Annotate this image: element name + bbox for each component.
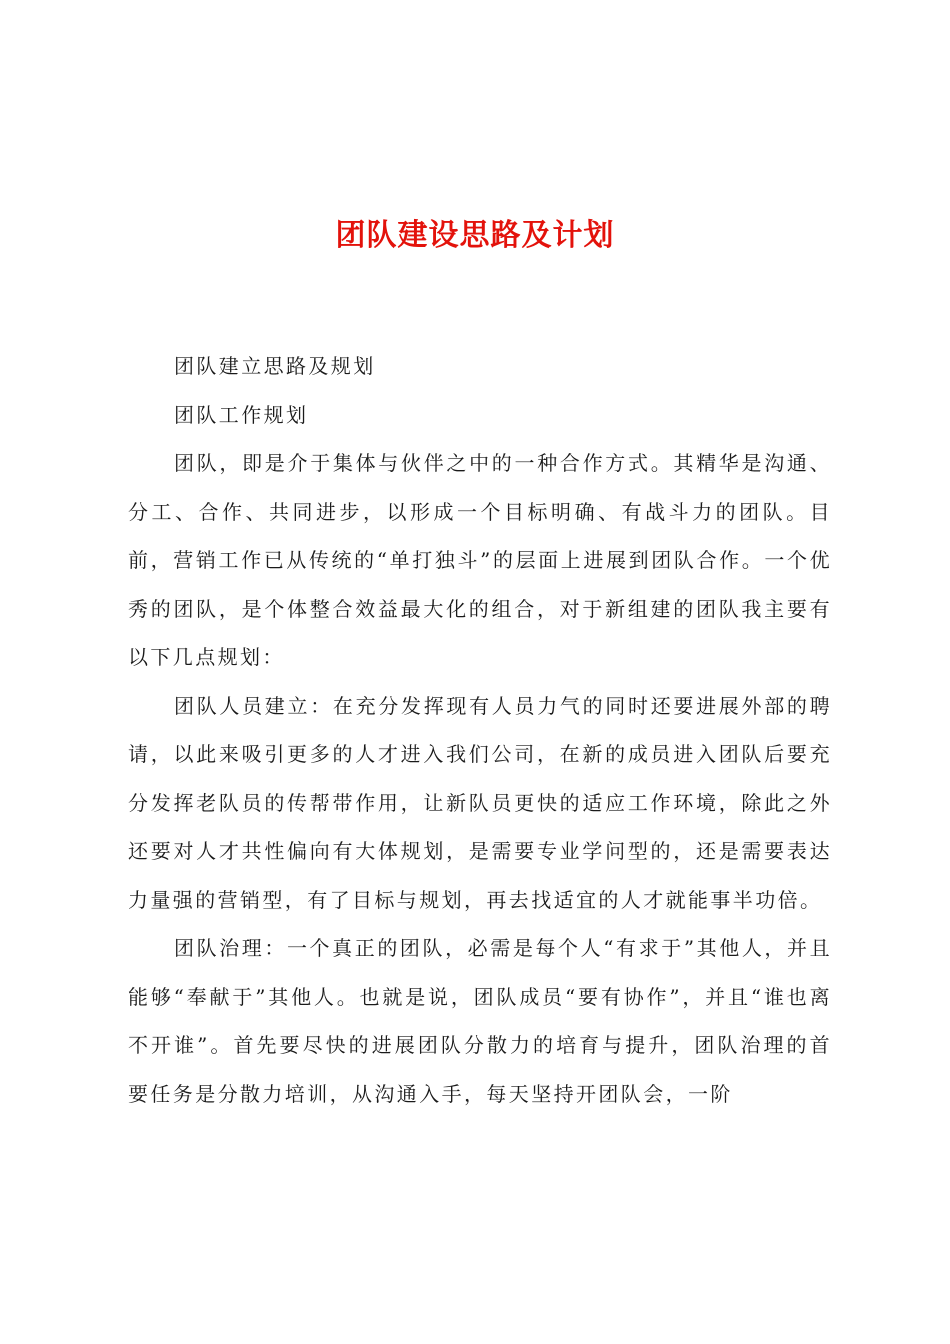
paragraph-intro: 团队，即是介于集体与伙伴之中的一种合作方式。其精华是沟通、分工、合作、共同进步，以形成一个目标明确、有战斗力的团队。目前，营销工作已从传统的“单打独斗”的层面上进展到团队合作。一个优秀的团队，是个体整合效益最大化的组合，对于新组建的团队我主要有以下几点规划：: [128, 451, 832, 669]
paragraph-heading-1: 团队建立思路及规划: [174, 354, 376, 378]
paragraph-management: 团队治理：一个真正的团队，必需是每个人“有求于”其他人，并且能够“奉献于”其他人。也就是说，团队成员“要有协作”，并且“谁也离不开谁”。首先要尽快的进展团队分散力的培育与提升，团队治理的首要任务是分散力培训，从沟通入手，每天坚持开团队会，一阶: [128, 936, 832, 1106]
document-title: 团队建设思路及计划: [335, 218, 615, 253]
paragraph-staffing: 团队人员建立：在充分发挥现有人员力气的同时还要进展外部的聘请，以此来吸引更多的人才进入我们公司，在新的成员进入团队后要充分发挥老队员的传帮带作用，让新队员更快的适应工作环境，除此之外还要对人才共性偏向有大体规划，是需要专业学问型的，还是需要表达力量强的营销型，有了目标与规划，再去找适宜的人才就能事半功倍。: [128, 693, 832, 912]
document-body: [128, 342, 832, 1118]
paragraph-heading-2: 团队工作规划: [174, 402, 309, 427]
